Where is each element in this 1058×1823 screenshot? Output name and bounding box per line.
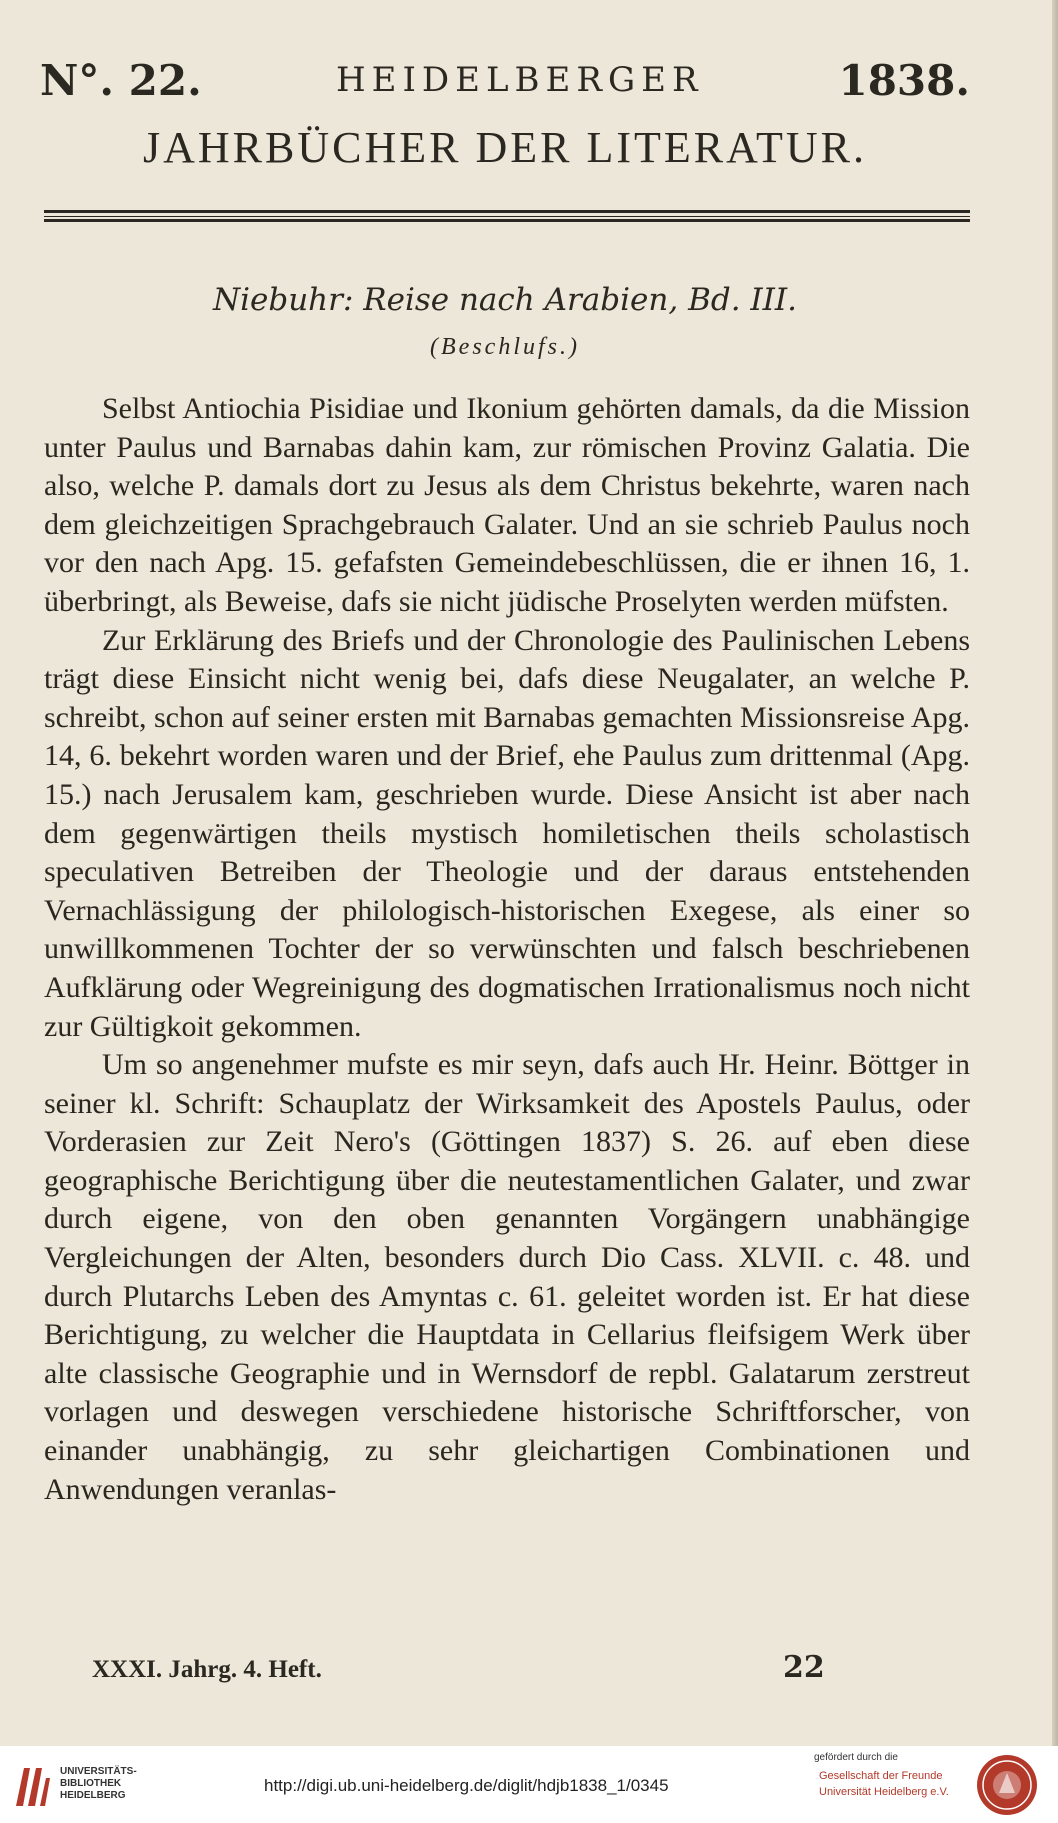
library-line: UNIVERSITÄTS- [60,1766,137,1777]
paragraph [44,622,970,1047]
article-subtitle: (Beschlufs.) [430,334,580,360]
library-line: HEIDELBERG [60,1790,126,1801]
library-line: BIBLIOTHEK [60,1778,122,1789]
double-rule [44,210,970,222]
paragraph [44,390,970,622]
sheet-signature: XXXI. Jahrg. 4. Heft. [92,1656,322,1683]
issue-year: 1838. [838,56,970,105]
body-text [44,390,970,1509]
funder-line: Universität Heidelberg e.V. [819,1786,949,1798]
page-edge [1052,0,1058,1746]
funder-name [819,1768,949,1800]
issue-number: N°. 22. [40,56,202,105]
permalink-url[interactable]: http://digi.ub.uni-heidelberg.de/diglit/hdjb1838_1/0345 [264,1776,669,1795]
paragraph-text: Selbst Antiochia Pisidiae und Ikonium gehörten damals, da die Mission unter Paulus und Barnabas dahin kam, zur römischen Provinz Galatia. Die also, welche P. damals dort zu Jesus als dem Christus bekehrte, waren nach dem gleichzeitigen Sprachgebrauch Galater. Und an sie schrieb Paulus noch vor den nach Apg. 15. gefafsten Gemeindebeschlüssen, die er ihnen 16, 1. überbringt, als Beweise, dafs sie nicht jüdische Proselyten werden müfsten. [44,392,970,618]
masthead [40,56,970,106]
journal-title: JAHRBÜCHER DER LITERATUR. [142,123,868,172]
library-name [60,1766,137,1802]
article-title: Niebuhr: Reise nach Arabien, Bd. III. [212,282,797,318]
paragraph-text: Zur Erklärung des Briefs und der Chronologie des Paulinischen Lebens trägt diese Einsicht nicht wenig bei, dafs diese Neugalater, an welche P. schreibt, schon auf seiner ersten mit Barnabas gemachten Missionsreise Apg. 14, 6. bekehrt worden waren und der Brief, ehe Paulus zum drittenmal (Apg. 15.) nach Jerusalem kam, geschrieben wurde. Diese Ansicht ist aber nach dem gegenwärtigen theils mystisch homiletischen theils scholastisch speculativen Betreiben der Theologie und der daraus entstehenden Vernachlässigung der philologisch-historischen Exegese, als einer so unwillkommenen Tochter der so verwünschten und falsch beschriebenen Aufklärung oder Wegreinigung des dogmatischen Irrationalismus noch nicht zur Gültigkoit gekommen. [44,623,970,1043]
funder-label: gefördert durch die [814,1752,898,1763]
viewer-footer-bar [0,1746,1058,1823]
funder-line: Gesellschaft der Freunde [819,1770,943,1782]
journal-name: HEIDELBERGER [336,60,704,100]
library-logo-icon [10,1760,54,1812]
sheet-number: 22 [783,1650,825,1685]
paragraph [44,1046,970,1509]
university-seal-icon [975,1753,1039,1817]
paragraph-text: Um so angenehmer mufste es mir seyn, dafs auch Hr. Heinr. Böttger in seiner kl. Schrift: Schauplatz der Wirksamkeit des Apostels Paulus, oder Vorderasien zur Zeit Nero's (Göttingen 1837) S. 26. auf eben diese geographische Berichtigung über die neutestamentlichen Galater, und zwar durch eigene, von den oben genannten Vorgängern unabhängige Vergleichungen der Alten, besonders durch Dio Cass. XLVII. c. 48. und durch Plutarchs Leben des Amyntas c. 61. geleitet worden ist. Er hat diese Berichtigung, zu welcher die Hauptdata in Cellarius fleifsigem Werk über alte classische Geographie und in Wernsdorf de repbl. Galatarum zerstreut vorlagen und deswegen verschiedene historische Schriftforscher, von einander unabhängig, zu sehr gleichartigen Combinationen und Anwendungen veranlas- [44,1048,970,1506]
